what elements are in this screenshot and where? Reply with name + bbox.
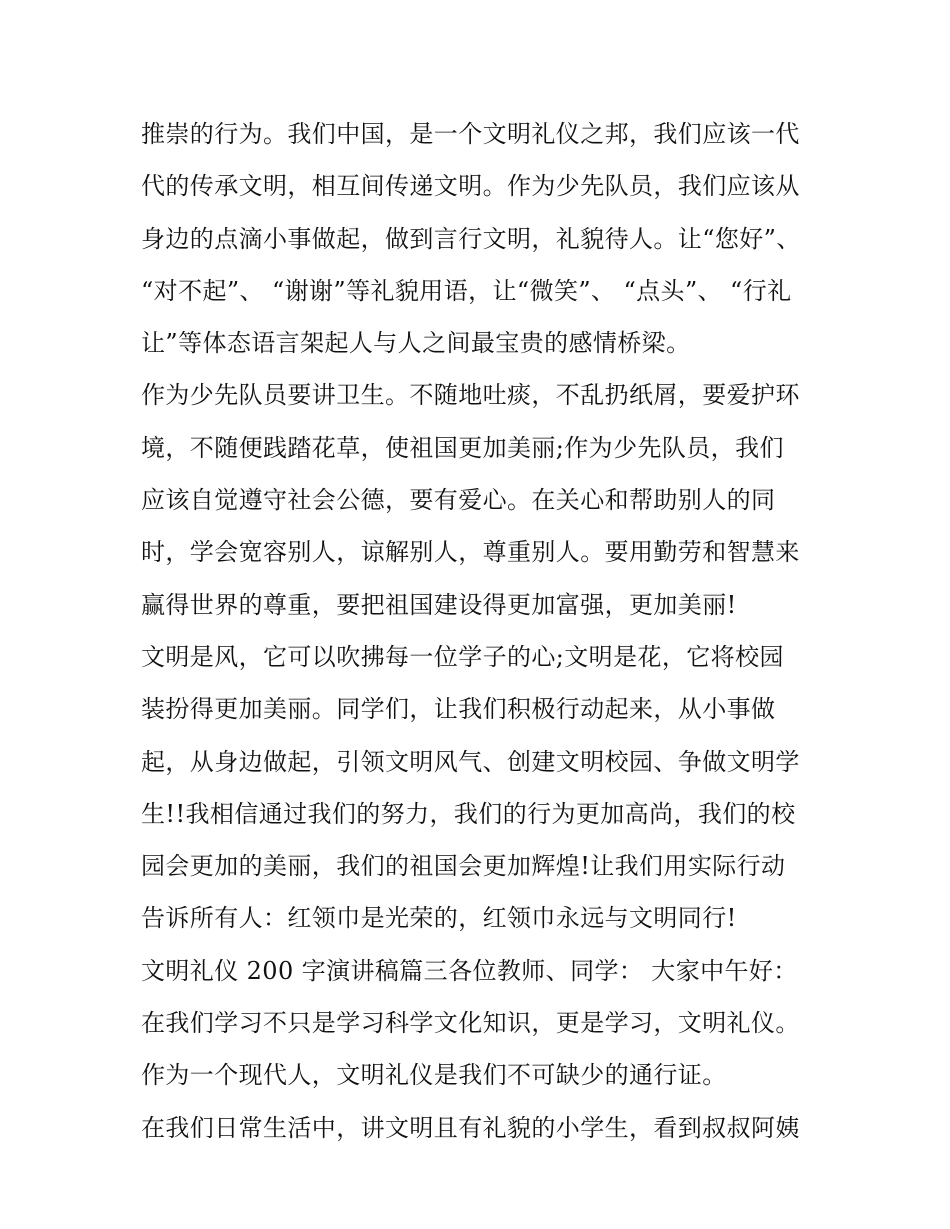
text-line: 园会更加的美丽，我们的祖国会更加辉煌!让我们用实际行动: [141, 852, 786, 881]
text-line: 文明是风，它可以吹拂每一位学子的心;文明是花，它将校园: [141, 642, 784, 671]
text-line: 境，不随便践踏花草，使祖国更加美丽;作为少先队员，我们: [141, 433, 784, 462]
text-line: 身边的点滴小事做起，做到言行文明，礼貌待人。让“您好”、: [141, 224, 801, 253]
text-line: 应该自觉遵守社会公德，要有爱心。在关心和帮助别人的同: [141, 486, 776, 515]
text-line: 起，从身边做起，引领文明风气、创建文明校园、争做文明学: [141, 747, 800, 776]
text-line: 告诉所有人：红领巾是光荣的，红领巾永远与文明同行!: [141, 904, 737, 933]
text-line: 在我们日常生活中，讲文明且有礼貌的小学生，看到叔叔阿姨: [141, 1113, 800, 1142]
text-line: 文明礼仪 200 字演讲稿篇三各位教师、同学： 大家中午好：: [141, 956, 798, 985]
text-line: 装扮得更加美丽。同学们，让我们积极行动起来，从小事做: [141, 695, 776, 724]
text-line: 时，学会宽容别人，谅解别人，尊重别人。要用勤劳和智慧来: [141, 538, 800, 567]
text-line: 作为少先队员要讲卫生。不随地吐痰，不乱扔纸屑，要爱护环: [141, 381, 800, 410]
text-line: 代的传承文明，相互间传递文明。作为少先队员，我们应该从: [141, 172, 800, 201]
text-line: 推崇的行为。我们中国，是一个文明礼仪之邦，我们应该一代: [141, 120, 800, 148]
text-line: 作为一个现代人，文明礼仪是我们不可缺少的通行证。: [141, 1061, 727, 1090]
text-line: 赢得世界的尊重，要把祖国建设得更加富强，更加美丽!: [141, 590, 737, 619]
body-text: [141, 108, 821, 1154]
text-line: 在我们学习不只是学习科学文化知识，更是学习，文明礼仪。: [141, 1009, 800, 1038]
text-line: “对不起”、 “谢谢”等礼貌用语，让“微笑”、 “点头”、 “行礼: [141, 276, 792, 305]
text-line: 生!!我相信通过我们的努力，我们的行为更加高尚，我们的校: [141, 799, 796, 828]
text-line: 让”等体态语言架起人与人之间最宝贵的感情桥梁。: [141, 329, 691, 358]
